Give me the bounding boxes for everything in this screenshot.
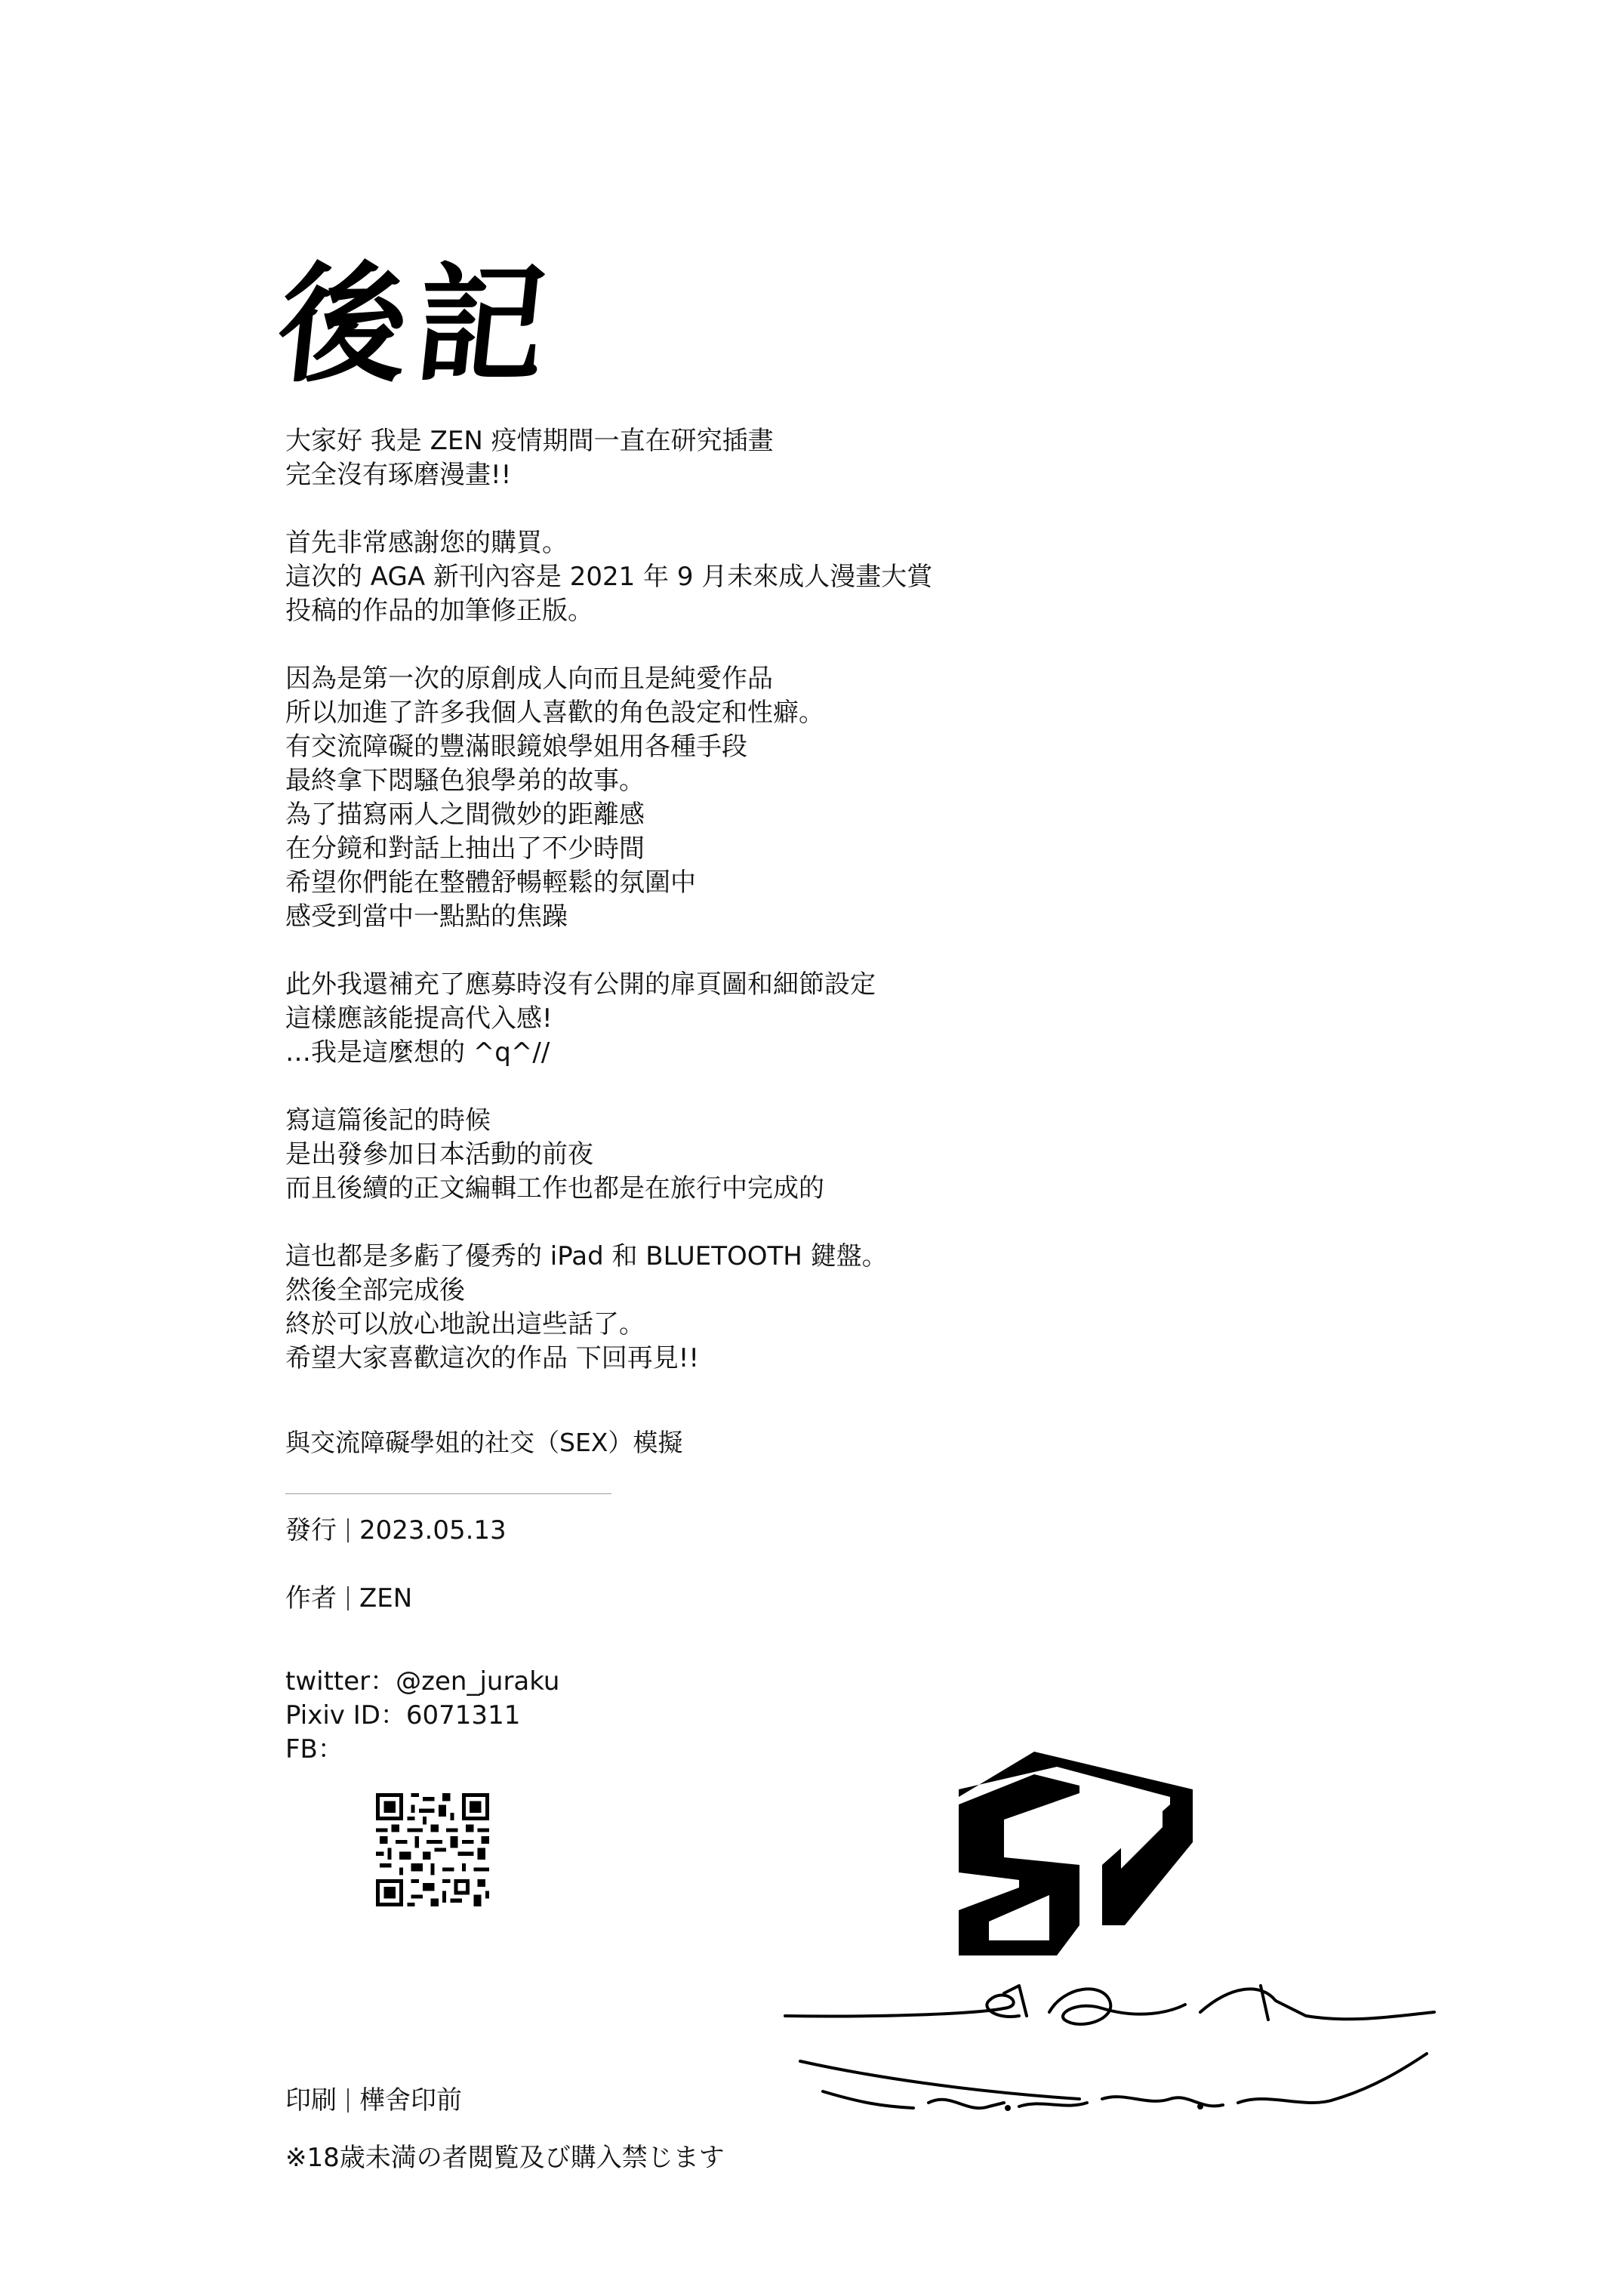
text-line: 這也都是多虧了優秀的 iPad 和 BLUETOOTH 鍵盤。 bbox=[285, 1241, 888, 1271]
text-line: 希望你們能在整體舒暢輕鬆的氛圍中 bbox=[285, 868, 696, 898]
text-line: 終於可以放心地說出這些話了。 bbox=[285, 1309, 645, 1339]
author-info bbox=[285, 1582, 412, 1616]
age-warning: ※18歳未満の者閲覧及び購入禁じます bbox=[285, 2143, 725, 2173]
text-line: 最終拿下悶騷色狼學弟的故事。 bbox=[285, 766, 645, 796]
fb-label: FB： bbox=[285, 1734, 343, 1764]
afterword-body bbox=[285, 424, 1418, 1376]
text-line: 這次的 AGA 新刊內容是 2021 年 9 月未來成人漫畫大賞 bbox=[285, 562, 933, 592]
text-line: 大家好 我是 ZEN 疫情期間一直在研究插畫 bbox=[285, 426, 774, 456]
text-line: 所以加進了許多我個人喜歡的角色設定和性癖。 bbox=[285, 698, 824, 728]
text-line: 而且後續的正文編輯工作也都是在旅行中完成的 bbox=[285, 1173, 824, 1203]
qr-code-icon[interactable] bbox=[376, 1793, 489, 1906]
text-line: 感受到當中一點點的焦躁 bbox=[285, 901, 568, 932]
social-links bbox=[285, 1665, 559, 1767]
text-line: 首先非常感謝您的購買。 bbox=[285, 528, 568, 558]
text-line: 此外我還補充了應募時沒有公開的扉頁圖和細節設定 bbox=[285, 969, 876, 1000]
text-line: 然後全部完成後 bbox=[285, 1275, 465, 1305]
separator-bar bbox=[347, 1586, 349, 1610]
printer-info bbox=[285, 2084, 462, 2118]
text-line: 完全沒有琢磨漫畫!! bbox=[285, 460, 512, 490]
printer-label: 印刷 bbox=[285, 2085, 337, 2116]
separator-bar bbox=[347, 2088, 349, 2113]
publish-info bbox=[285, 1514, 507, 1548]
paragraph-greeting bbox=[285, 424, 1418, 492]
paragraph-story bbox=[285, 662, 1418, 934]
pixiv-id[interactable]: Pixiv ID：6071311 bbox=[285, 1700, 521, 1730]
text-line: 這樣應該能提高代入感! bbox=[285, 1003, 553, 1034]
circle-logo-icon bbox=[944, 1737, 1230, 1971]
paragraph-extras bbox=[285, 968, 1418, 1070]
paragraph-thanks bbox=[285, 526, 1418, 628]
separator-bar bbox=[347, 1518, 349, 1542]
author-signature bbox=[778, 1978, 1457, 2159]
paragraph-travel bbox=[285, 1104, 1418, 1206]
text-line: 寫這篇後記的時候 bbox=[285, 1105, 491, 1136]
text-line: …我是這麼想的 ^q^// bbox=[285, 1037, 550, 1068]
printer-name: 樺舍印前 bbox=[359, 2085, 462, 2116]
text-line: 在分鏡和對話上抽出了不少時間 bbox=[285, 834, 645, 864]
text-line: 有交流障礙的豐滿眼鏡娘學姐用各種手段 bbox=[285, 732, 747, 762]
paragraph-closing bbox=[285, 1240, 1418, 1376]
text-line: 是出發參加日本活動的前夜 bbox=[285, 1139, 593, 1170]
afterword-heading: 後記 bbox=[271, 249, 562, 400]
text-line: 希望大家喜歡這次的作品 下回再見!! bbox=[285, 1343, 700, 1373]
publish-date: 2023.05.13 bbox=[359, 1515, 507, 1546]
text-line: 為了描寫兩人之間微妙的距離感 bbox=[285, 800, 645, 830]
text-line: 投稿的作品的加筆修正版。 bbox=[285, 596, 593, 626]
twitter-handle[interactable]: twitter：@zen_juraku bbox=[285, 1666, 560, 1697]
book-title: 與交流障礙學姐的社交（SEX）模擬 bbox=[285, 1428, 683, 1457]
text-line: 因為是第一次的原創成人向而且是純愛作品 bbox=[285, 664, 773, 694]
divider-line bbox=[285, 1493, 611, 1494]
author-label: 作者 bbox=[285, 1583, 337, 1613]
author-name: ZEN bbox=[359, 1583, 413, 1613]
publish-label: 發行 bbox=[285, 1515, 337, 1546]
